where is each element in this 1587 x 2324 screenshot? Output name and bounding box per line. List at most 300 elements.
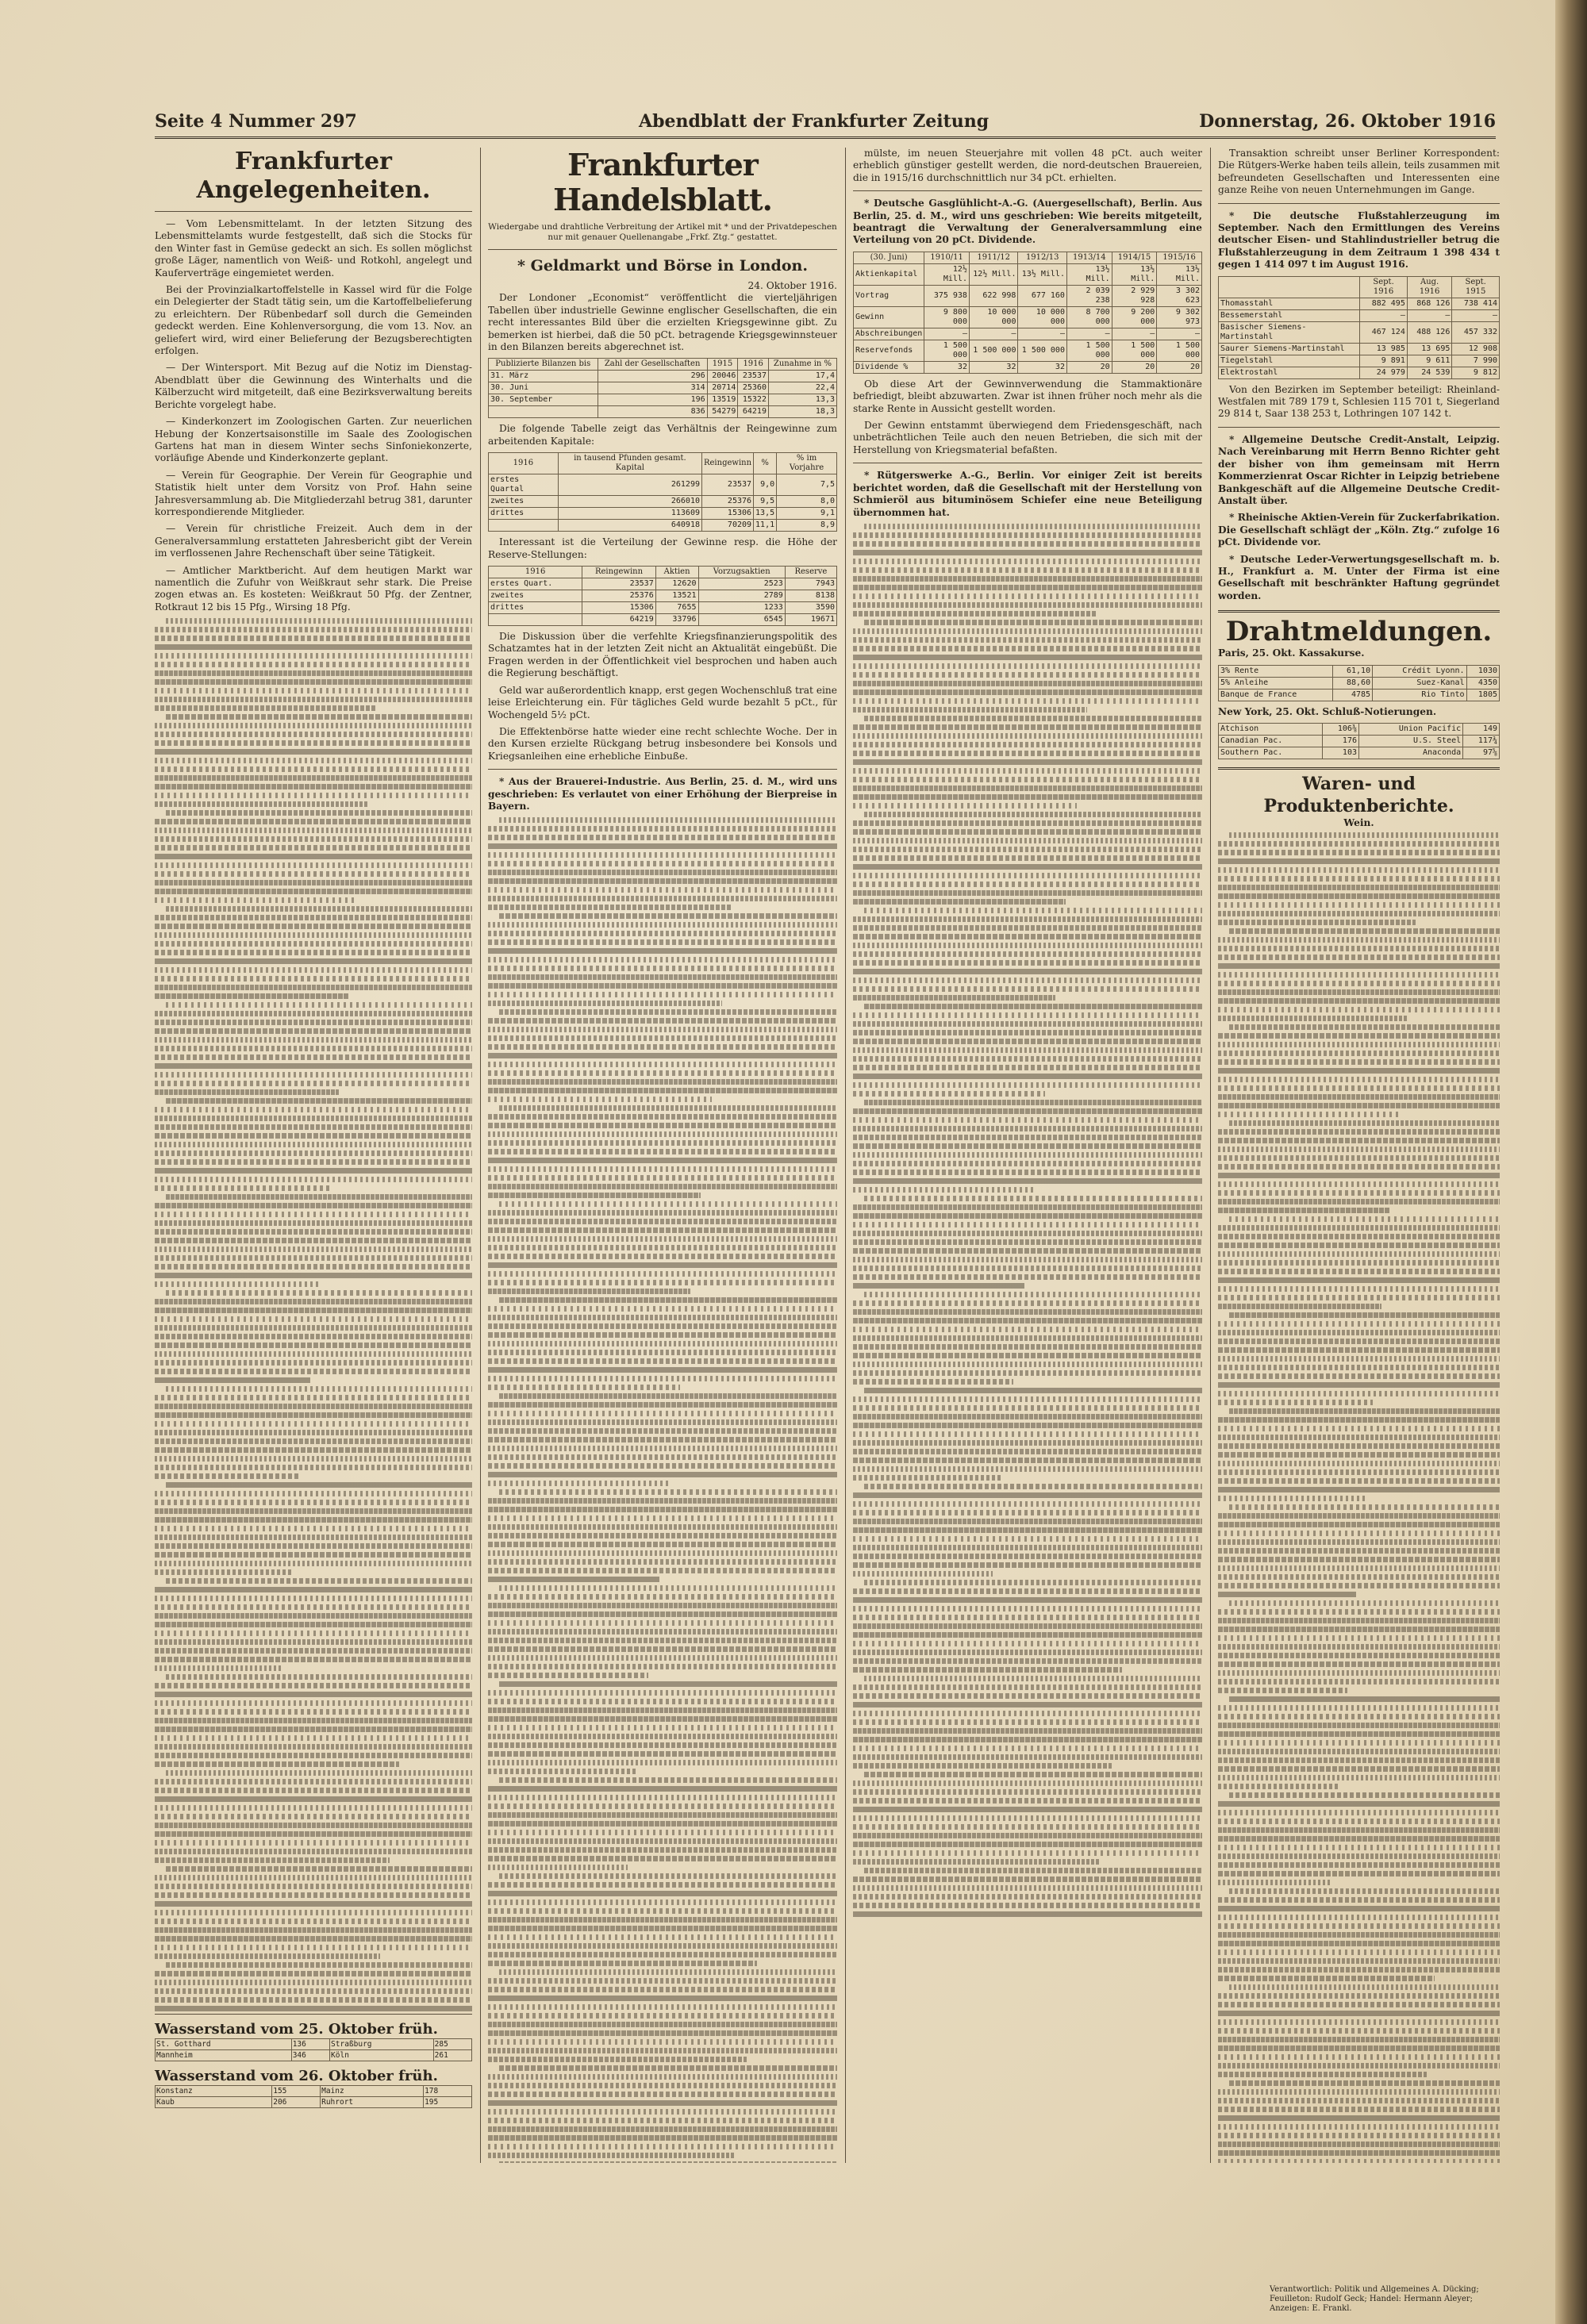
- text-line-placeholder: [853, 1711, 1202, 1716]
- text-line-placeholder: [155, 662, 472, 667]
- text-line-placeholder: [488, 1856, 837, 1861]
- text-line-placeholder: [1218, 1147, 1500, 1152]
- text-line-placeholder: [1218, 972, 1500, 978]
- water-level-title-2: Wasserstand vom 26. Oktober früh.: [155, 2068, 438, 2084]
- text-line-placeholder: [155, 880, 472, 885]
- auer-balance-table: [853, 252, 1202, 374]
- text-line-placeholder: [853, 1510, 1202, 1515]
- text-line-placeholder: [155, 1473, 301, 1479]
- text-line-placeholder: [1218, 1007, 1500, 1012]
- text-line-placeholder: [155, 1910, 472, 1915]
- text-line-placeholder: [853, 733, 1202, 739]
- text-line-placeholder: [488, 1760, 837, 1765]
- text-line-placeholder: [488, 1437, 837, 1442]
- table-cell: 103: [1323, 747, 1359, 759]
- text-line-placeholder: [1229, 1792, 1500, 1798]
- text-line-placeholder: [1218, 1609, 1500, 1615]
- table-header-cell: (30. Juni): [854, 252, 924, 263]
- text-line-placeholder: [853, 1091, 1045, 1097]
- table-row: [1219, 677, 1500, 689]
- text-line-placeholder: [488, 974, 837, 980]
- table-row: [156, 2039, 472, 2050]
- table-cell: 1 500 000: [1066, 340, 1112, 361]
- text-line-placeholder: [488, 1358, 837, 1364]
- text-line-placeholder: [155, 985, 472, 990]
- text-line-placeholder: [155, 1299, 472, 1304]
- article-paragraph: — Amtlicher Marktbericht. Auf dem heutigen Markt war namentlich die Zufuhr von Weißkraut sehr stark. Die Preise zogen etwas an. Es kosteten: Weißkraut 50 Pfg. der Zentner, Rotkraut 12 bis 15 Pfg., Wirsing 18 Pfg.: [155, 564, 472, 613]
- table-header-cell: Reingewinn: [582, 567, 655, 578]
- text-line-placeholder: [155, 1133, 472, 1139]
- text-line-placeholder: [853, 1728, 1202, 1734]
- text-line-placeholder: [853, 628, 1202, 634]
- text-line-placeholder: [853, 1667, 1122, 1673]
- text-line-placeholder: [853, 637, 1202, 643]
- table-cell: U.S. Steel: [1358, 735, 1462, 747]
- text-line-placeholder: [155, 932, 472, 938]
- text-line-placeholder: [488, 2126, 837, 2132]
- text-line-placeholder: [853, 1170, 1202, 1175]
- text-line-placeholder: [853, 1309, 1202, 1315]
- newyork-quotes-table: [1218, 723, 1500, 759]
- table-cell: 1805: [1466, 689, 1499, 701]
- text-line-placeholder: [853, 1204, 1202, 1210]
- table-cell: 13½ Mill.: [1112, 263, 1157, 285]
- text-line-placeholder: [1218, 1068, 1500, 1074]
- text-line-placeholder: [488, 2048, 837, 2053]
- text-line-placeholder: [166, 1194, 472, 1200]
- text-line-placeholder: [488, 1821, 837, 1827]
- text-line-placeholder: [1218, 2019, 1500, 2025]
- text-line-placeholder: [853, 820, 1202, 826]
- text-line-placeholder: [1218, 1382, 1500, 1388]
- text-line-placeholder: [853, 951, 1202, 957]
- text-line-placeholder: [853, 855, 1202, 861]
- table-cell: 10 000 000: [1018, 306, 1067, 328]
- table-cell: 7,5: [777, 474, 837, 496]
- text-line-placeholder: [488, 1882, 837, 1888]
- table-row: [489, 394, 837, 406]
- text-line-placeholder: [155, 1657, 472, 1662]
- text-line-placeholder: [853, 786, 1202, 791]
- text-line-placeholder: [1218, 2002, 1500, 2007]
- text-line-placeholder: [488, 1943, 837, 1949]
- text-line-placeholder: [864, 1196, 1202, 1201]
- text-line-placeholder: [853, 611, 1097, 617]
- capital-ratio-table: [488, 452, 837, 532]
- table-cell: 4350: [1466, 677, 1499, 689]
- text-line-placeholder: [1218, 1923, 1500, 1929]
- table-cell: 13 985: [1360, 343, 1408, 355]
- text-line-placeholder: [1218, 1391, 1500, 1396]
- text-line-placeholder: [864, 1484, 1202, 1489]
- article-paragraph: Die Diskussion über die verfehlte Kriegsfinanzierungspolitik des Schatzamtes hat in der letzten Zeit nicht an Aktualität eingebüßt. Die Fragen werden in der Öffentlichkeit viel besprochen und haben auch die Regierung beschäftigt.: [488, 631, 837, 679]
- text-line-placeholder: [853, 777, 1202, 782]
- text-line-placeholder: [499, 1105, 837, 1111]
- text-line-placeholder: [488, 2004, 837, 2010]
- text-line-placeholder: [1229, 1600, 1500, 1606]
- text-line-placeholder: [499, 913, 837, 919]
- text-line-placeholder: [166, 1770, 472, 1776]
- text-line-placeholder: [853, 681, 1202, 686]
- table-cell: 149: [1463, 723, 1500, 735]
- text-line-placeholder: [155, 1404, 472, 1409]
- table-cell: Straßburg: [330, 2039, 434, 2050]
- text-line-placeholder: [1218, 885, 1500, 890]
- text-line-placeholder: [853, 707, 1087, 713]
- table-header-cell: Sept. 1916: [1360, 276, 1408, 298]
- table-cell: —: [924, 328, 970, 340]
- table-row: [1219, 689, 1500, 701]
- text-line-placeholder: [488, 1568, 837, 1573]
- text-line-placeholder: [155, 1107, 472, 1112]
- text-line-placeholder: [155, 1587, 472, 1592]
- text-line-placeholder: [488, 1664, 837, 1669]
- text-line-placeholder: [155, 1369, 472, 1374]
- text-line-placeholder: [1218, 1190, 1500, 1196]
- text-line-placeholder: [488, 1210, 837, 1216]
- text-line-placeholder: [1229, 1120, 1500, 1126]
- text-line-placeholder: [1218, 1487, 1500, 1492]
- text-line-placeholder: [155, 845, 472, 851]
- text-line-placeholder: [166, 618, 472, 624]
- produce-subheading: Wein.: [1343, 816, 1374, 828]
- text-line-placeholder: [155, 958, 472, 964]
- table-cell: 32: [969, 361, 1018, 373]
- text-line-placeholder: [488, 1035, 837, 1041]
- text-line-placeholder: [166, 1578, 472, 1584]
- text-line-placeholder: [864, 1004, 1202, 1009]
- water-level-box: [155, 2007, 472, 2108]
- text-line-placeholder: [499, 1585, 837, 1591]
- text-line-placeholder: [488, 1996, 837, 2001]
- table-cell: Abschreibungen: [854, 328, 924, 340]
- text-line-placeholder: [155, 1395, 472, 1400]
- table-cell: 23537: [701, 474, 753, 496]
- text-line-placeholder: [1218, 937, 1500, 943]
- text-line-placeholder: [488, 1620, 837, 1626]
- text-line-placeholder: [155, 1875, 472, 1880]
- text-line-placeholder: [1229, 1888, 1500, 1894]
- text-line-placeholder: [488, 1385, 680, 1390]
- table-cell: 285: [433, 2039, 471, 2050]
- text-line-placeholder: [488, 1481, 670, 1486]
- text-line-placeholder: [499, 1201, 837, 1207]
- text-line-placeholder: [1218, 1295, 1500, 1300]
- table-cell: Atchison: [1219, 723, 1323, 735]
- newyork-quotes-title: New York, 25. Okt. Schluß-Notierungen.: [1218, 705, 1437, 717]
- text-line-placeholder: [853, 1353, 1202, 1358]
- article-paragraph: * Rheinische Aktien-Verein für Zuckerfabrikation. Die Gesellschaft schlägt der „Köln. Ztg.“ zufolge 16 pCt. Dividende vor.: [1218, 512, 1500, 548]
- text-line-placeholder: [155, 1980, 472, 1985]
- table-cell: 7 990: [1452, 355, 1500, 367]
- text-line-placeholder: [853, 1746, 1202, 1751]
- table-row: [1219, 355, 1500, 367]
- text-line-placeholder: [1218, 841, 1500, 847]
- text-line-placeholder: [853, 1737, 1202, 1742]
- text-line-placeholder: [488, 957, 837, 962]
- text-line-placeholder: [864, 1388, 1202, 1393]
- text-line-placeholder: [1218, 1461, 1500, 1466]
- table-row: [1219, 723, 1500, 735]
- text-line-placeholder: [488, 1289, 690, 1294]
- text-line-placeholder: [853, 1266, 1202, 1271]
- text-line-placeholder: [155, 976, 472, 981]
- table-cell: 13½ Mill.: [1018, 263, 1067, 285]
- text-line-placeholder: [853, 602, 1202, 608]
- paris-quotes-table: [1218, 665, 1500, 701]
- text-line-placeholder: [488, 1350, 837, 1355]
- text-line-placeholder: [1218, 1103, 1500, 1108]
- text-line-placeholder: [1218, 902, 1500, 908]
- text-line-placeholder: [488, 1193, 701, 1198]
- table-row: [1219, 747, 1500, 759]
- text-line-placeholder: [1218, 1949, 1500, 1955]
- table-cell: 70209: [701, 520, 753, 532]
- table-cell: 3590: [785, 602, 836, 614]
- text-line-placeholder: [155, 1735, 472, 1741]
- text-line-placeholder: [1218, 2063, 1500, 2069]
- text-line-placeholder: [853, 1719, 1202, 1725]
- text-line-placeholder: [1218, 1661, 1500, 1667]
- text-line-placeholder: [1218, 1670, 1500, 1676]
- text-line-placeholder: [1218, 1426, 1500, 1431]
- text-line-placeholder: [853, 1039, 1202, 1044]
- text-line-placeholder: [155, 697, 472, 702]
- article-paragraph: — Der Wintersport. Mit Bezug auf die Notiz im Dienstag-Abendblatt über die Gewinnung des Winterhalts und die Kälberzucht wird mitgeteilt, daß eine Bezirksverwaltung bereits Berichte vorgelegt habe.: [155, 362, 472, 410]
- text-line-placeholder: [155, 1325, 472, 1331]
- text-line-placeholder: [155, 1185, 329, 1191]
- text-line-placeholder: [853, 1798, 1202, 1804]
- text-line-placeholder: [166, 1290, 472, 1296]
- table-cell: 266010: [558, 496, 701, 508]
- text-line-placeholder: [853, 663, 1202, 669]
- text-line-placeholder: [488, 1271, 837, 1277]
- article-paragraph: Ob diese Art der Gewinnverwendung die Stammaktionäre befriedigt, bleibt abzuwarten. Zwar ist ihnen früher noch mehr als die starke Rente in Aussicht gestellt worden.: [853, 378, 1202, 414]
- text-line-placeholder: [155, 1081, 472, 1086]
- table-cell: 10 000 000: [969, 306, 1018, 328]
- text-line-placeholder: [853, 1231, 1202, 1236]
- text-line-placeholder: [155, 1927, 472, 1933]
- text-line-placeholder: [853, 1658, 1202, 1664]
- water-level-table-1: [155, 2038, 472, 2061]
- table-cell: 17,4: [768, 371, 836, 382]
- text-line-placeholder: [1218, 1129, 1500, 1135]
- article-paragraph: Geld war außerordentlich knapp, erst gegen Wochenschluß trat eine leise Erleichterung ein. Für tägliches Geld wurde bezahlt 5 pCt., für Wochengeld 5½ pCt.: [488, 684, 837, 720]
- table-row: [1219, 298, 1500, 309]
- article-paragraph: — Vom Lebensmittelamt. In der letzten Sitzung des Lebensmittelamts wurde festgestellt, daß sich die Stocks für den Winter fast in Gemüse gedeckt an sich. Es sollen möglichst große Läger, namentlich von Weiß- und Rotkohl, angelegt und Kauferverträge eingemietet werden.: [155, 218, 472, 278]
- text-line-placeholder: [1218, 1845, 1500, 1850]
- text-line-placeholder: [1218, 998, 1500, 1004]
- text-line-placeholder: [1218, 2115, 1500, 2121]
- text-line-placeholder: [1218, 1941, 1500, 1946]
- text-line-placeholder: [1218, 1915, 1500, 1920]
- table-header-cell: Reserve: [785, 567, 836, 578]
- text-line-placeholder: [488, 2030, 837, 2036]
- table-cell: Bessemerstahl: [1219, 309, 1360, 321]
- text-line-placeholder: [166, 1674, 472, 1680]
- text-line-placeholder: [853, 1318, 1202, 1323]
- article-paragraph: * Deutsche Leder-Verwertungsgesellschaft m. b. H., Frankfurt a. M. Unter der Firma ist eine Gesellschaft mit beschränkter Haftung gegründet worden.: [1218, 553, 1500, 601]
- text-line-placeholder: [853, 960, 1202, 966]
- table-cell: erstes Quart.: [489, 578, 582, 590]
- table-cell: 9,1: [777, 508, 837, 520]
- text-line-placeholder: [155, 1037, 472, 1043]
- text-line-placeholder: [853, 847, 1202, 852]
- table-cell: 488 126: [1407, 321, 1452, 343]
- table-cell: 8138: [785, 590, 836, 602]
- text-line-placeholder: [1229, 1504, 1500, 1510]
- text-line-placeholder: [1229, 1216, 1500, 1222]
- text-line-placeholder: [488, 2057, 747, 2062]
- text-line-placeholder: [853, 550, 1202, 555]
- text-line-placeholder: [488, 1908, 837, 1914]
- text-line-placeholder: [1218, 1417, 1500, 1423]
- text-line-placeholder: [488, 1123, 837, 1128]
- table-header-cell: 1911/12: [969, 252, 1018, 263]
- table-cell: 261: [433, 2050, 471, 2061]
- text-line-placeholder: [488, 905, 732, 910]
- text-line-placeholder: [1218, 1862, 1500, 1868]
- text-line-placeholder: [155, 1011, 472, 1016]
- text-line-placeholder: [155, 1439, 472, 1444]
- text-line-placeholder: [155, 636, 472, 641]
- text-line-placeholder: [488, 1219, 837, 1224]
- text-line-placeholder: [488, 1804, 837, 1809]
- text-line-placeholder: [853, 1414, 1202, 1419]
- text-line-placeholder: [853, 724, 1202, 730]
- text-line-placeholder: [155, 1351, 472, 1357]
- text-line-placeholder: [1218, 1339, 1500, 1344]
- text-line-placeholder: [488, 878, 837, 884]
- text-line-placeholder: [155, 1884, 472, 1889]
- text-line-placeholder: [155, 1212, 472, 1217]
- text-line-placeholder: [1218, 1819, 1500, 1824]
- text-line-placeholder: [155, 740, 472, 746]
- text-line-placeholder: [1218, 946, 1500, 951]
- text-line-placeholder: [155, 653, 472, 659]
- text-line-placeholder: [155, 1639, 472, 1645]
- text-line-placeholder: [853, 978, 1202, 983]
- table-cell: 868 126: [1407, 298, 1452, 309]
- table-cell: Gewinn: [854, 306, 924, 328]
- text-line-placeholder: [155, 1072, 472, 1077]
- text-line-placeholder: [488, 1044, 837, 1050]
- text-line-placeholder: [155, 1831, 472, 1837]
- text-line-placeholder: [166, 1962, 472, 1968]
- text-line-placeholder: [853, 593, 1202, 599]
- table-cell: 136: [291, 2039, 329, 2050]
- table-cell: —: [1452, 309, 1500, 321]
- text-line-placeholder: [488, 2100, 837, 2106]
- text-line-placeholder: [1218, 1592, 1356, 1597]
- text-line-placeholder: [488, 1472, 837, 1477]
- text-line-placeholder: [488, 887, 837, 893]
- table-cell: Tiegelstahl: [1219, 355, 1360, 367]
- text-line-placeholder: [1218, 1644, 1500, 1650]
- table-header-cell: 1910/11: [924, 252, 970, 263]
- text-line-placeholder: [488, 1926, 837, 1931]
- table-cell: Thomasstahl: [1219, 298, 1360, 309]
- table-row: [1219, 735, 1500, 747]
- text-line-placeholder: [155, 1142, 472, 1147]
- article-paragraph: Die Effektenbörse hatte wieder eine recht schlechte Woche. Der in den Kursen erzielte Rückgang betrug insbesondere bei Konsols und Kriegsanleihen eine erhebliche Einbuße.: [488, 725, 837, 762]
- text-line-placeholder: [488, 1559, 837, 1565]
- table-header-cell: Sept. 1915: [1452, 276, 1500, 298]
- table-row: [489, 590, 837, 602]
- table-header-cell: 1912/13: [1018, 252, 1067, 263]
- text-line-placeholder: [155, 1613, 472, 1619]
- text-line-placeholder: [853, 899, 1066, 905]
- water-level-table-2: [155, 2085, 472, 2108]
- table-cell: Anaconda: [1358, 747, 1462, 759]
- text-line-placeholder: [488, 1751, 837, 1757]
- table-cell: —: [1157, 328, 1202, 340]
- text-line-placeholder: [853, 1335, 1202, 1341]
- table-cell: 6545: [698, 614, 785, 626]
- table-cell: 196: [598, 394, 707, 406]
- text-line-placeholder: [853, 1021, 1202, 1027]
- text-line-placeholder: [853, 794, 1202, 800]
- text-line-placeholder: [488, 2092, 837, 2097]
- text-line-placeholder: [1218, 1897, 1500, 1903]
- table-cell: 677 160: [1018, 285, 1067, 306]
- text-line-placeholder: [853, 1117, 1202, 1123]
- text-line-placeholder: [1218, 1539, 1500, 1545]
- text-line-placeholder: [155, 1604, 472, 1610]
- table-cell: Kaub: [156, 2097, 272, 2108]
- text-line-placeholder: [155, 862, 472, 868]
- table-cell: 13521: [655, 590, 698, 602]
- text-line-placeholder: [1218, 1330, 1500, 1335]
- article-paragraph: mülste, im neuen Steuerjahre mit vollen 48 pCt. auch weiter erheblich günstiger gestellt werden, die nord-deutschen Brauereien, die in 1915/16 durchschnittlich nur 34 pCt. erhielten.: [853, 148, 1202, 183]
- table-cell: 113609: [558, 508, 701, 520]
- text-line-placeholder: [853, 1152, 1202, 1158]
- text-line-placeholder: [1218, 2150, 1500, 2156]
- text-line-placeholder: [488, 1594, 837, 1600]
- text-line-placeholder: [499, 1777, 837, 1783]
- text-line-placeholder: [1218, 1784, 1339, 1789]
- table-cell: 13½ Mill.: [1157, 263, 1202, 285]
- text-line-placeholder: [488, 1341, 837, 1346]
- table-cell: —: [1018, 328, 1067, 340]
- text-line-placeholder: [155, 1552, 472, 1558]
- text-line-placeholder: [488, 1001, 722, 1006]
- text-line-placeholder: [1218, 1958, 1500, 1964]
- table-cell: Rio Tinto: [1373, 689, 1466, 701]
- text-line-placeholder: [853, 1562, 1202, 1568]
- text-line-placeholder: [853, 1012, 1202, 1018]
- text-line-placeholder: [155, 801, 367, 807]
- text-line-placeholder: [155, 871, 472, 877]
- table-cell: 261299: [558, 474, 701, 496]
- table-cell: 375 938: [924, 285, 970, 306]
- text-line-placeholder: [1218, 1443, 1500, 1449]
- text-line-placeholder: [1218, 981, 1500, 986]
- text-line-placeholder: [155, 854, 472, 859]
- table-cell: 11,1: [754, 520, 777, 532]
- text-line-placeholder: [155, 1159, 472, 1165]
- text-line-placeholder: [853, 864, 1202, 870]
- table-cell: 4785: [1333, 689, 1373, 701]
- table-row: [489, 578, 837, 590]
- table-cell: 20046: [707, 371, 738, 382]
- text-line-placeholder: [853, 759, 1202, 765]
- text-line-placeholder: [1218, 1757, 1500, 1763]
- article-paragraph: Bei der Provinzialkartoffelstelle in Kassel wird für die Folge ein Delegierter der Stadt tätig sein, um die Kartoffelbelieferung zu erleichtern. Der Rübenbedarf soll durch die Gemeinden gedeckt werden. Eine Kohlenversorgung, die vom 13. Nov. an geliefert wird, wird einer Belieferung der Bezugsberechtigten erfolgen.: [155, 284, 472, 357]
- text-line-placeholder: [155, 688, 472, 693]
- table-row: [1219, 321, 1500, 343]
- text-line-placeholder: [155, 1255, 472, 1261]
